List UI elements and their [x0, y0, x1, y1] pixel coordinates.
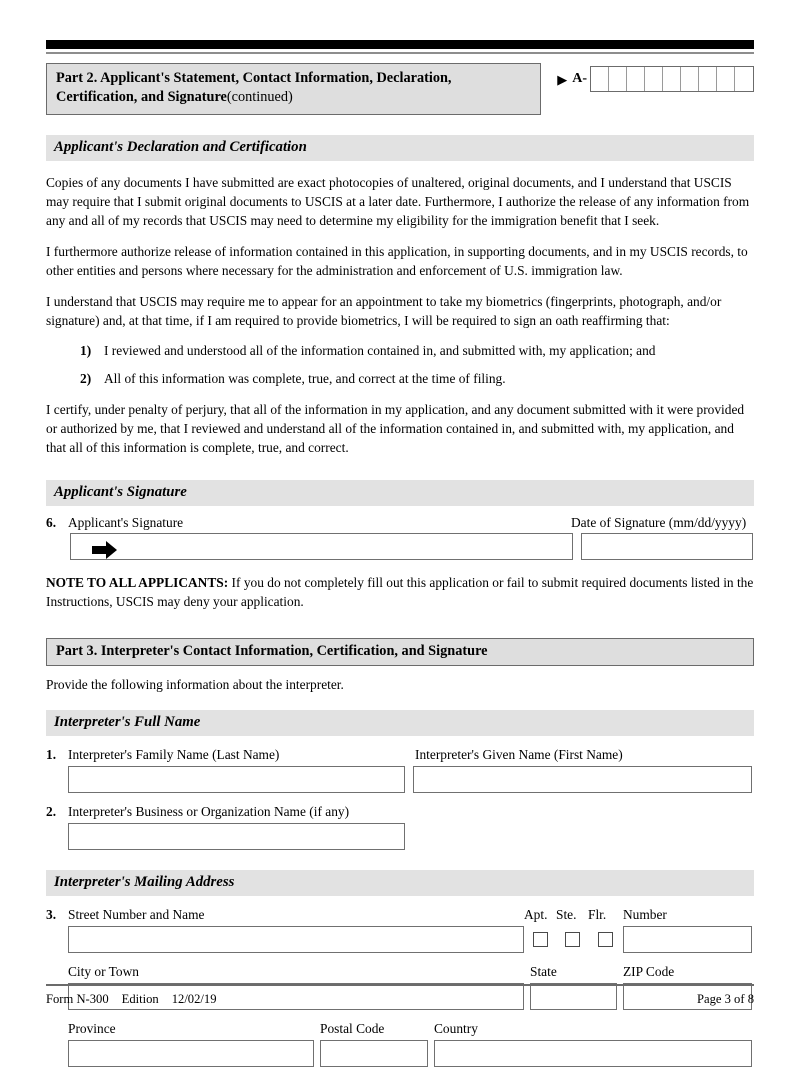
- declaration-oath-list: [46, 341, 754, 389]
- street-address-fields: [68, 926, 754, 953]
- interpreter-name-fields: [68, 766, 754, 793]
- alien-number-cell[interactable]: [609, 67, 627, 91]
- flr-checkbox[interactable]: [598, 932, 613, 947]
- right-triangle-icon: ▶: [557, 71, 568, 87]
- country-label: Country: [434, 1021, 478, 1037]
- footer-page-number: Page 3 of 8: [696, 992, 754, 1006]
- state-label: State: [530, 964, 557, 980]
- ste-checkbox-wrap: [556, 932, 588, 947]
- part2-title-box: [46, 63, 541, 115]
- postal-code-field[interactable]: [320, 1040, 428, 1067]
- footer-divider: [46, 984, 754, 986]
- part3-intro-text: Provide the following information about the interpreter.: [46, 676, 344, 692]
- interpreter-name-item-number: 1.: [46, 747, 57, 763]
- alien-number-label: A-: [572, 71, 587, 86]
- right-arrow-icon: [92, 540, 118, 560]
- alien-number-grid[interactable]: [590, 66, 754, 92]
- alien-number-cell[interactable]: [645, 67, 663, 91]
- postal-code-label: Postal Code: [320, 1021, 385, 1037]
- top-rule-thin: [46, 52, 754, 54]
- footer-edition-date: 12/02/19: [171, 992, 217, 1006]
- apt-label: Apt.: [524, 907, 548, 923]
- part2-continued-label: (continued): [226, 89, 293, 106]
- top-rule-thick: [46, 40, 754, 49]
- apt-checkbox-wrap: [524, 932, 556, 947]
- unit-number-field[interactable]: [623, 926, 752, 953]
- apt-checkbox[interactable]: [533, 932, 548, 947]
- signature-band-title: Applicant's Signature: [46, 480, 754, 506]
- alien-number-cell[interactable]: [663, 67, 681, 91]
- alien-number-cell[interactable]: [591, 67, 609, 91]
- part2-title-line2-wrap: [56, 88, 531, 107]
- flr-checkbox-wrap: [588, 932, 623, 947]
- list-item-marker: 1): [80, 342, 92, 358]
- province-field[interactable]: [68, 1040, 314, 1067]
- footer-edition-label: Edition: [121, 992, 159, 1006]
- declaration-paragraph-4: I certify, under penalty of perjury, that all of the information in my application, and any document submitted with it were provided or authorized by me, that I reviewed and understand all of the information contained in, and submitted with, my application, and that all of this information is complete, true, and correct.: [46, 401, 745, 456]
- province-postal-country-fields: [68, 1040, 754, 1067]
- city-state-zip-labels: [68, 964, 754, 980]
- province-label: Province: [68, 1021, 116, 1037]
- street-number-name-field[interactable]: [68, 926, 524, 953]
- note-to-applicants: [46, 573, 754, 612]
- applicant-signature-labels: [46, 515, 754, 531]
- part2-header-row: [46, 63, 754, 115]
- interpreter-name-labels: [46, 747, 754, 763]
- interpreter-mailing-address-band-title: Interpreter's Mailing Address: [46, 870, 754, 896]
- interpreter-business-field[interactable]: [68, 823, 405, 850]
- note-to-applicants-heading: NOTE TO ALL APPLICANTS:: [46, 574, 229, 590]
- flr-label: Flr.: [588, 907, 607, 923]
- date-of-signature-field[interactable]: [581, 533, 753, 560]
- city-or-town-label: City or Town: [68, 964, 139, 980]
- declaration-paragraph-3: I understand that USCIS may require me to appear for an appointment to take my biometrics (fingerprints, photograph, and/or signature) and, at that time, if I am required to provide biometrics, I will be required to sign an oath reaffirming that:: [46, 293, 722, 329]
- part2-title-line2: Certification, and Signature: [56, 89, 227, 106]
- interpreter-given-name-label: Interpreter's Given Name (First Name): [415, 747, 623, 763]
- footer-form-info: [46, 992, 230, 1007]
- unit-number-label: Number: [623, 907, 667, 923]
- part2-title-line1: Part 2. Applicant's Statement, Contact Information, Declaration,: [56, 70, 452, 86]
- declaration-band-title: Applicant's Declaration and Certification: [46, 135, 754, 161]
- applicant-signature-fields: [46, 533, 754, 560]
- street-number-name-label: Street Number and Name: [68, 907, 205, 923]
- street-address-row: [46, 907, 754, 953]
- interpreter-name-row: [46, 747, 754, 793]
- date-of-signature-label: Date of Signature (mm/dd/yyyy): [571, 514, 747, 530]
- list-item: [46, 369, 754, 388]
- alien-number-cell[interactable]: [627, 67, 645, 91]
- street-address-labels: [46, 907, 754, 923]
- declaration-paragraph-2: I furthermore authorize release of information contained in this application, in supporting documents, and in my USCIS records, to other entities and persons where necessary for the administration and enforcement of U.S. immigration law.: [46, 243, 748, 279]
- list-item-marker: 2): [80, 371, 92, 387]
- interpreter-given-name-field[interactable]: [413, 766, 752, 793]
- zip-code-label: ZIP Code: [623, 964, 675, 980]
- interpreter-family-name-label: Interpreter's Family Name (Last Name): [68, 747, 280, 763]
- applicant-signature-row: [46, 515, 754, 560]
- alien-number-cell[interactable]: [735, 67, 753, 91]
- note-to-applicants-text: If you do not completely fill out this application or fail to submit required documents listed in the Instructions, USCIS may deny your application.: [46, 574, 754, 610]
- ste-label: Ste.: [556, 907, 577, 923]
- list-item-text: I reviewed and understood all of the information contained in, and submitted with, my application; and: [104, 342, 656, 358]
- alien-number-cell[interactable]: [699, 67, 717, 91]
- alien-number-cell[interactable]: [717, 67, 735, 91]
- province-postal-country-row: [46, 1021, 754, 1067]
- declaration-paragraph-1: Copies of any documents I have submitted are exact photocopies of unaltered, original documents, and I understand that USCIS may require that I submit original documents to USCIS at a later date. Furthermore, I authorize the release of any information from any and all of my records that USCIS may need to determine my eligibility for the immigration benefit that I seek.: [46, 174, 750, 229]
- interpreter-business-labels: [46, 804, 754, 820]
- applicant-signature-label: Applicant's Signature: [68, 514, 184, 530]
- alien-number-group: [557, 63, 754, 92]
- interpreter-business-fields: [68, 823, 754, 850]
- list-item: [46, 341, 754, 360]
- interpreter-business-item-number: 2.: [46, 804, 57, 820]
- page-footer: [46, 992, 754, 1007]
- alien-number-cell[interactable]: [681, 67, 699, 91]
- ste-checkbox[interactable]: [565, 932, 580, 947]
- street-address-item-number: 3.: [46, 907, 57, 923]
- footer-form-name: Form N-300: [46, 992, 109, 1006]
- interpreter-business-row: [46, 804, 754, 850]
- applicant-signature-field[interactable]: [70, 533, 573, 560]
- applicant-signature-item-number: 6.: [46, 514, 57, 530]
- list-item-text: All of this information was complete, true, and correct at the time of filing.: [104, 371, 506, 387]
- interpreter-full-name-band-title: Interpreter's Full Name: [46, 710, 754, 736]
- interpreter-family-name-field[interactable]: [68, 766, 405, 793]
- interpreter-business-label: Interpreter's Business or Organization Name (if any): [68, 804, 350, 820]
- part3-title-bar: Part 3. Interpreter's Contact Information, Certification, and Signature: [46, 638, 754, 666]
- country-field[interactable]: [434, 1040, 752, 1067]
